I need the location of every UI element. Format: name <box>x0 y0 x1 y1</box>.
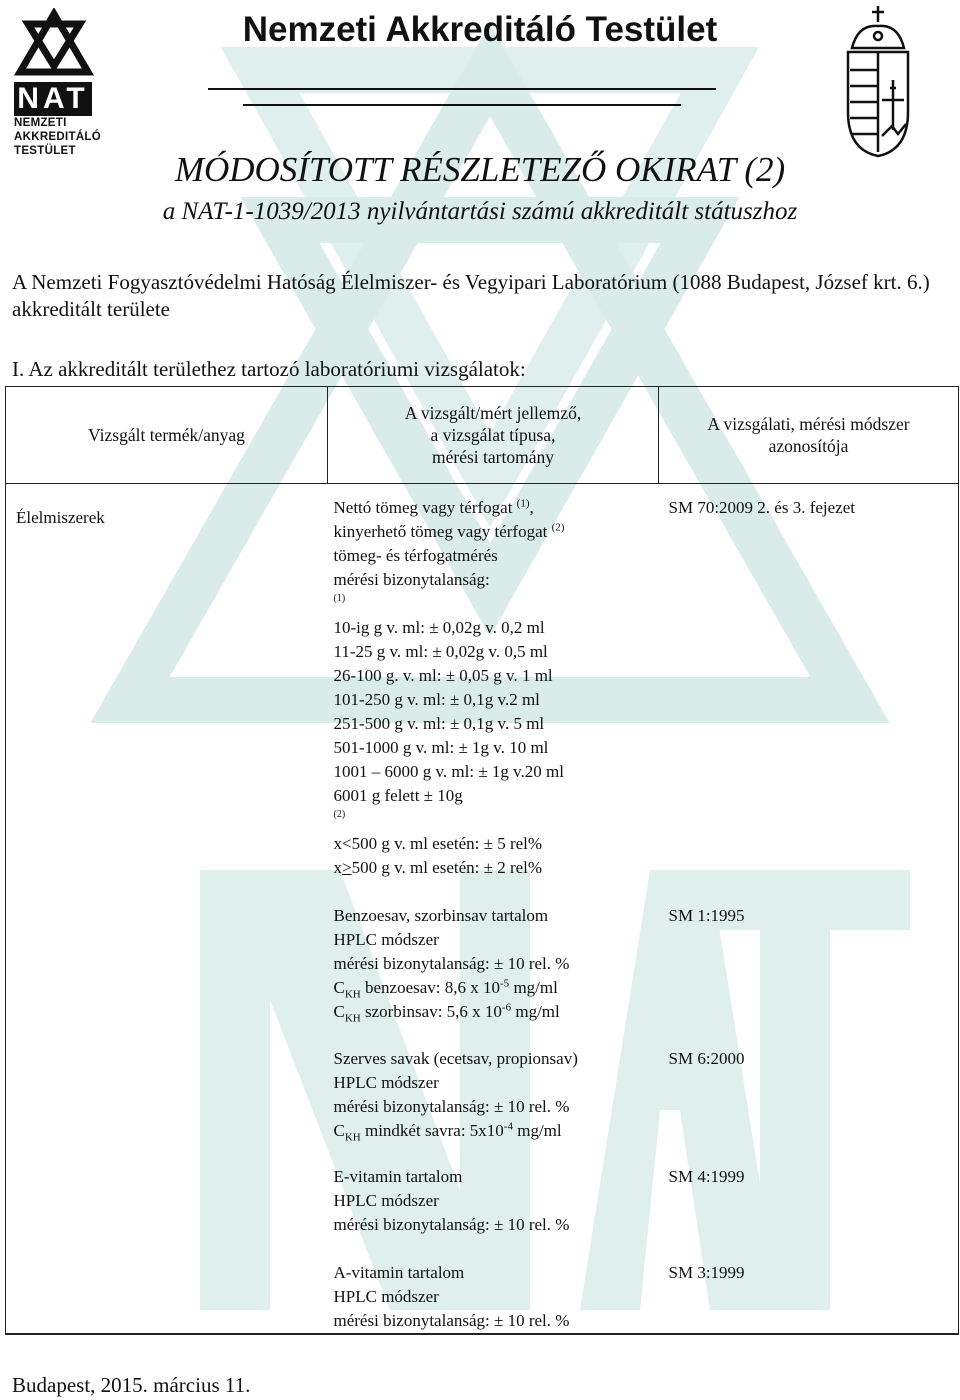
range-text: x <box>333 858 342 877</box>
property-text: Nettó tömeg vagy térfogat <box>333 498 513 517</box>
property-cell <box>328 904 659 1047</box>
product-cell <box>6 1047 328 1165</box>
property-text: C <box>333 977 345 997</box>
footnote-marker: (1) <box>333 593 346 604</box>
property-line: HPLC módszer <box>333 1072 439 1092</box>
property-cell <box>328 1261 659 1334</box>
property-line: mérési bizonytalanság: ± 10 rel. % <box>333 1214 570 1234</box>
exponent: -5 <box>500 976 510 989</box>
property-line: mérési bizonytalanság: ± 10 rel. % <box>333 1310 570 1330</box>
table-row <box>6 1047 959 1165</box>
range-line: 501-1000 g v. ml: ± 1g v. 10 ml <box>333 738 549 757</box>
subscript: KH <box>344 1011 361 1024</box>
range-line: 11-25 g v. ml: ± 0,02g v. 0,5 ml <box>333 642 548 661</box>
property-line: HPLC módszer <box>333 1190 439 1210</box>
intro-paragraph: A Nemzeti Fogyasztóvédelmi Hatóság Élelmiszer- és Vegyipari Laboratórium (1088 Budapest, József krt. 6.) akkreditált területe <box>12 270 930 321</box>
range-line: 101-250 g v. ml: ± 0,1g v.2 ml <box>333 690 540 709</box>
range-line: 251-500 g v. ml: ± 0,1g v. 5 ml <box>333 714 545 733</box>
property-cell <box>328 1165 659 1261</box>
exponent: -4 <box>503 1119 513 1132</box>
property-entry <box>334 1165 659 1237</box>
range-line: 10-ig g v. ml: ± 0,02g v. 0,2 ml <box>333 618 545 637</box>
accreditation-table <box>5 386 959 1335</box>
product-cell <box>6 1261 328 1334</box>
footnote-marker: (2) <box>333 809 346 820</box>
product-cell <box>6 1165 328 1261</box>
header-property-line: A vizsgált/mért jellemző, <box>404 403 582 423</box>
footer-date: Budapest, 2015. március 11. <box>12 1373 251 1397</box>
nat-caption-line: TESTÜLET <box>14 145 76 157</box>
property-text: mg/ml <box>509 977 558 997</box>
table-row <box>6 1165 959 1261</box>
header-method <box>659 387 959 484</box>
greater-equal-symbol: > <box>342 858 352 877</box>
property-line <box>334 1000 659 1024</box>
property-text: szorbinsav: 5,6 x 10 <box>360 1001 502 1021</box>
nat-logo <box>8 4 101 164</box>
method-cell <box>659 904 959 1047</box>
header-method-line: A vizsgálati, mérési módszer <box>707 414 910 434</box>
property-line: HPLC módszer <box>333 929 439 949</box>
property-text: mg/ml <box>511 1001 560 1021</box>
table-row <box>6 484 959 904</box>
method-cell <box>659 1165 959 1261</box>
property-line <box>334 1119 659 1143</box>
property-line <box>334 976 659 1000</box>
property-text: , <box>529 498 534 517</box>
footnote-marker: (2) <box>551 521 565 534</box>
header-property <box>328 387 659 484</box>
method-id: SM 1:1995 <box>668 905 745 925</box>
property-line: Szerves savak (ecetsav, propionsav) <box>333 1048 578 1068</box>
property-line: mérési bizonytalanság: <box>333 570 490 589</box>
range-text: 500 g v. ml esetén: ± 2 rel% <box>351 858 543 877</box>
section-heading: I. Az akkreditált területhez tartozó laboratóriumi vizsgálatok: <box>12 357 526 381</box>
property-entry <box>334 904 659 1024</box>
range-line: x<500 g v. ml esetén: ± 5 rel% <box>333 834 543 853</box>
method-cell <box>659 1047 959 1165</box>
nat-emblem-icon <box>14 8 94 82</box>
method-id: SM 6:2000 <box>668 1048 745 1068</box>
property-cell <box>328 1047 659 1165</box>
method-id: SM 3:1999 <box>668 1262 745 1282</box>
header-property-line: mérési tartomány <box>432 447 554 467</box>
table-header-row <box>6 387 959 484</box>
footnote-marker: (1) <box>516 497 530 510</box>
method-cell <box>659 1261 959 1334</box>
property-cell <box>328 484 659 904</box>
nat-caption-line: AKKREDITÁLÓ <box>14 131 101 143</box>
property-text: benzoesav: 8,6 x 10 <box>360 977 501 997</box>
property-text: C <box>333 1001 345 1021</box>
header-rule <box>208 88 716 90</box>
method-id: SM 70:2009 2. és 3. fejezet <box>668 498 855 517</box>
range-line <box>334 856 659 880</box>
property-line <box>334 520 659 544</box>
method-cell <box>659 484 959 904</box>
range-line: 6001 g felett ± 10g <box>333 786 463 805</box>
method-id: SM 4:1999 <box>668 1166 745 1186</box>
document-subtitle: a NAT-1-1039/2013 nyilvántartási számú akkreditált státuszhoz <box>162 198 798 225</box>
subscript: KH <box>344 1130 361 1143</box>
organization-name: Nemzeti Akkreditáló Testület <box>242 10 718 49</box>
product-cell <box>6 484 328 904</box>
property-line: HPLC módszer <box>333 1286 439 1306</box>
property-line: A-vitamin tartalom <box>333 1262 465 1282</box>
header-rule <box>243 104 681 106</box>
property-text: mindkét savra: 5x10 <box>360 1120 504 1140</box>
subscript: KH <box>344 987 361 1000</box>
document-title: MÓDOSÍTOTT RÉSZLETEZŐ OKIRAT (2) <box>174 150 786 189</box>
header-property-line: a vizsgálat típusa, <box>430 425 556 445</box>
range-line: 1001 – 6000 g v. ml: ± 1g v.20 ml <box>333 762 564 781</box>
table-row <box>6 904 959 1047</box>
property-line: tömeg- és térfogatmérés <box>333 546 498 565</box>
nat-caption-line: NEMZETI <box>14 117 67 129</box>
header-product: Vizsgált termék/anyag <box>6 387 328 484</box>
nat-logo-abbr: NAT <box>14 82 92 116</box>
property-entry <box>334 484 659 880</box>
property-line <box>334 496 659 520</box>
property-text: mg/ml <box>512 1120 562 1140</box>
property-text: C <box>333 1120 345 1140</box>
property-entry <box>334 1261 659 1333</box>
product-name: Élelmiszerek <box>16 508 105 527</box>
property-line: Benzoesav, szorbinsav tartalom <box>333 905 549 925</box>
exponent: -6 <box>501 1000 512 1013</box>
header-method-line: azonosítója <box>768 436 849 456</box>
property-text: kinyerhető tömeg vagy térfogat <box>333 522 548 541</box>
property-entry <box>334 1047 659 1143</box>
property-line: E-vitamin tartalom <box>333 1166 463 1186</box>
table-row <box>6 1261 959 1334</box>
product-cell <box>6 904 328 1047</box>
property-line: mérési bizonytalanság: ± 10 rel. % <box>333 1096 570 1116</box>
property-line: mérési bizonytalanság: ± 10 rel. % <box>333 953 570 973</box>
range-line: 26-100 g. v. ml: ± 0,05 g v. 1 ml <box>333 666 553 685</box>
